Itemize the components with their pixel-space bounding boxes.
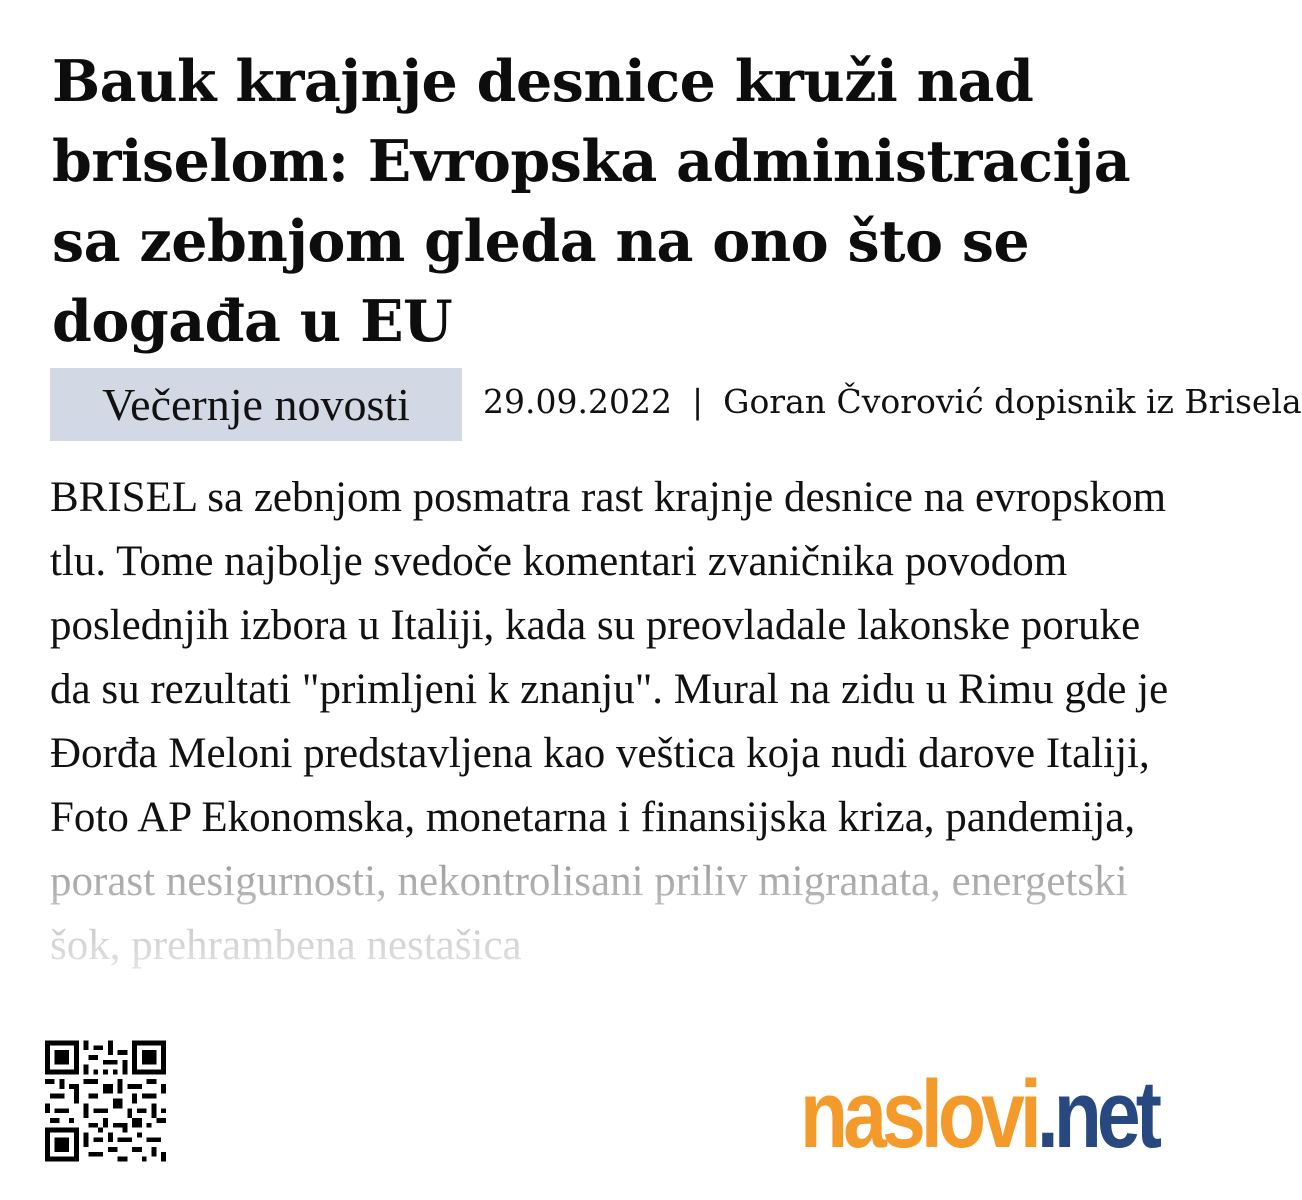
qr-code-icon[interactable] <box>45 1038 166 1164</box>
text-fade-overlay <box>0 850 1200 1030</box>
logo-part-naslovi: naslovi <box>800 1061 1037 1168</box>
article-date: 29.09.2022 <box>483 382 672 421</box>
article-meta <box>50 368 1302 441</box>
meta-line <box>483 380 1302 424</box>
logo-part-net: .net <box>1036 1061 1158 1168</box>
article-author: Goran Čvorović dopisnik iz Brisela <box>723 382 1302 421</box>
meta-separator: | <box>691 382 704 421</box>
article-title: Bauk krajnje desnice kruži nad briselom: Evropska administracija sa zebnjom gleda na ono što se događa u EU <box>52 48 1131 355</box>
article-body: BRISEL sa zebnjom posmatra rast krajnje desnice na evropskom tlu. Tome najbolje svedoče komentari zvaničnika povodom poslednjih izbora u Italiji, kada su preovladale lakonske poruke da su rezultati "primljeni k znanju". Mural na zidu u Rimu gde je Đorđa Meloni predstavljena kao veštica koja nudi darove Italiji, Foto AP Ekonomska, monetarna i finansijska kriza, pandemija, <box>50 474 1169 841</box>
source-badge[interactable]: Večernje novosti <box>50 368 462 441</box>
naslovi-net-logo[interactable] <box>800 1060 1158 1170</box>
